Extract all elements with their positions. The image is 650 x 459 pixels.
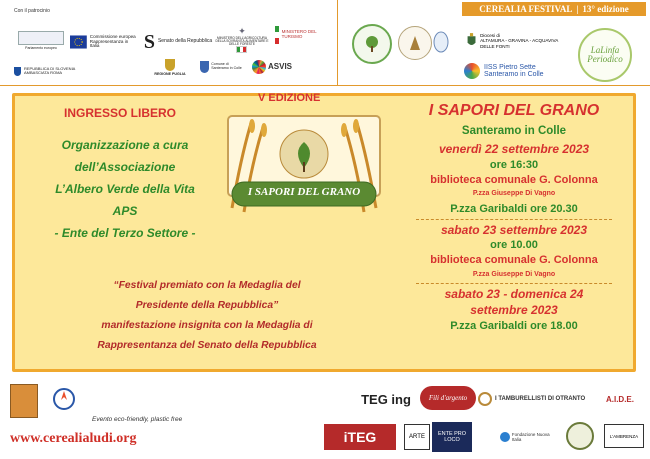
european-commission-logo: Commissione europea Rappresentanza in Italia <box>70 22 136 62</box>
dove-logo <box>430 28 452 56</box>
eco-note: Evento eco-friendly, plastic free <box>92 416 183 423</box>
asvis-logo: ASVIS <box>252 56 332 78</box>
aide-logo: A.I.D.E. <box>605 394 634 404</box>
divider-1 <box>416 219 612 220</box>
piazza-1: P.zza Garibaldi ore 20.30 <box>450 203 578 215</box>
ministero-agricoltura-logo: ✦ MINISTERO DELL'AGRICOLTURA DELLA SOVRANITÀ ALIMENTARE E DELLE FORESTE <box>215 26 269 47</box>
day-2: sabato 23 settembre 2023 <box>440 223 588 237</box>
senato-logo: S Senato della Repubblica <box>143 30 213 53</box>
cerealia-logo <box>10 384 38 418</box>
time-2: ore 10.00 <box>490 239 538 251</box>
lambrenza-logo: L'AMBRENZA <box>604 424 644 448</box>
eu-flag-icon <box>70 35 87 49</box>
tamburellisti-logo: I TAMBURELLISTI DI OTRANTO <box>478 384 588 414</box>
organizer-block <box>20 134 230 244</box>
bishop-crest-logo <box>398 26 432 60</box>
address-2: P.zza Giuseppe Di Vagno <box>472 271 556 278</box>
logo-text: I SAPORI DEL GRANO <box>247 186 361 198</box>
pro-loco-logo: ENTE PRO LOCO <box>432 422 472 452</box>
piazza-3: P.zza Garibaldi ore 18.00 <box>450 320 578 332</box>
tree-icon <box>362 34 382 54</box>
award-block <box>22 276 392 356</box>
festival-edition: 13° edizione <box>582 4 629 14</box>
day-3a: sabato 23 - domenica 24 <box>444 287 584 301</box>
festival-header: CEREALIA FESTIVAL | 13° edizione <box>462 2 646 16</box>
day-3b: settembre 2023 <box>470 303 558 317</box>
divider-2 <box>416 283 612 284</box>
org-line-3: L’Albero Verde della Vita <box>55 182 195 196</box>
iteg-logo: iTEG <box>324 424 396 450</box>
iiss-logo: IISS Pietro Sette Santeramo in Colle <box>464 60 574 82</box>
diocesi-logo: Diocesi di ALTAMURA - GRAVINA - ACQUAVIVA DELLE FONTI <box>466 28 566 54</box>
sapori-logo <box>222 112 386 224</box>
eu-year-logo <box>44 384 84 418</box>
org-line-2: dell’Associazione <box>74 160 176 174</box>
medal-logo <box>566 422 594 450</box>
regione-puglia-logo: REGIONE PUGLIA <box>150 54 190 82</box>
fili-argento-logo: Fili d'argento <box>420 386 476 410</box>
festival-title: CEREALIA FESTIVAL <box>479 4 573 14</box>
day-1: venerdì 22 settembre 2023 <box>438 142 590 156</box>
lalinfa-logo: LaLinfa Periodico <box>578 28 632 82</box>
time-1: ore 16:30 <box>489 159 539 171</box>
venue-1: biblioteca comunale G. Colonna <box>430 174 598 186</box>
website-link[interactable]: www.cerealialudi.org <box>10 431 137 446</box>
award-line-1: “Festival premiato con la Medaglia del <box>113 280 301 291</box>
org-line-4: APS <box>112 204 138 218</box>
schedule-block <box>396 100 632 334</box>
slovenia-embassy-logo: REPUBBLICA DI SLOVENIA AMBASCIATA ROMA <box>14 62 78 80</box>
org-line-5: - Ente del Terzo Settore - <box>54 226 196 240</box>
italy-flag-icon <box>236 46 247 53</box>
award-line-4: Rappresentanza del Senato della Repubblica <box>97 340 317 351</box>
award-line-2: Presidente della Repubblica” <box>135 300 279 311</box>
ministero-turismo-logo: MINISTERO DEL TURISMO <box>275 22 333 48</box>
arte-logo: ARTE <box>404 424 430 450</box>
teg-ing-logo: TEG ing <box>361 391 411 407</box>
ingresso-libero: INGRESSO LIBERO <box>64 106 177 120</box>
award-line-3: manifestazione insignita con la Medaglia di <box>101 320 313 331</box>
event-city: Santeramo in Colle <box>461 125 567 137</box>
event-title: I SAPORI DEL GRANO <box>428 102 600 119</box>
patronage-section <box>0 0 338 86</box>
edition-label: V EDIZIONE <box>258 92 321 104</box>
address-1: P.zza Giuseppe Di Vagno <box>472 190 556 197</box>
albero-verde-logo <box>352 24 392 64</box>
european-parliament-logo: Parlamento europeo <box>14 28 68 54</box>
coat-of-arms-icon <box>466 31 477 51</box>
comune-santeramo-logo: Comune di Santeramo in Colle <box>196 56 246 78</box>
mitre-icon <box>406 34 424 52</box>
venue-2: biblioteca comunale G. Colonna <box>430 254 598 266</box>
dove-icon <box>431 30 451 54</box>
star-figure-icon <box>47 386 81 416</box>
fondazione-logo: Fondazione Nuova Italia <box>500 426 560 448</box>
org-line-1: Organizzazione a cura <box>61 138 189 152</box>
patronage-label: Con il patrocinio <box>14 8 50 14</box>
wheat-wreath-icon <box>222 112 386 224</box>
